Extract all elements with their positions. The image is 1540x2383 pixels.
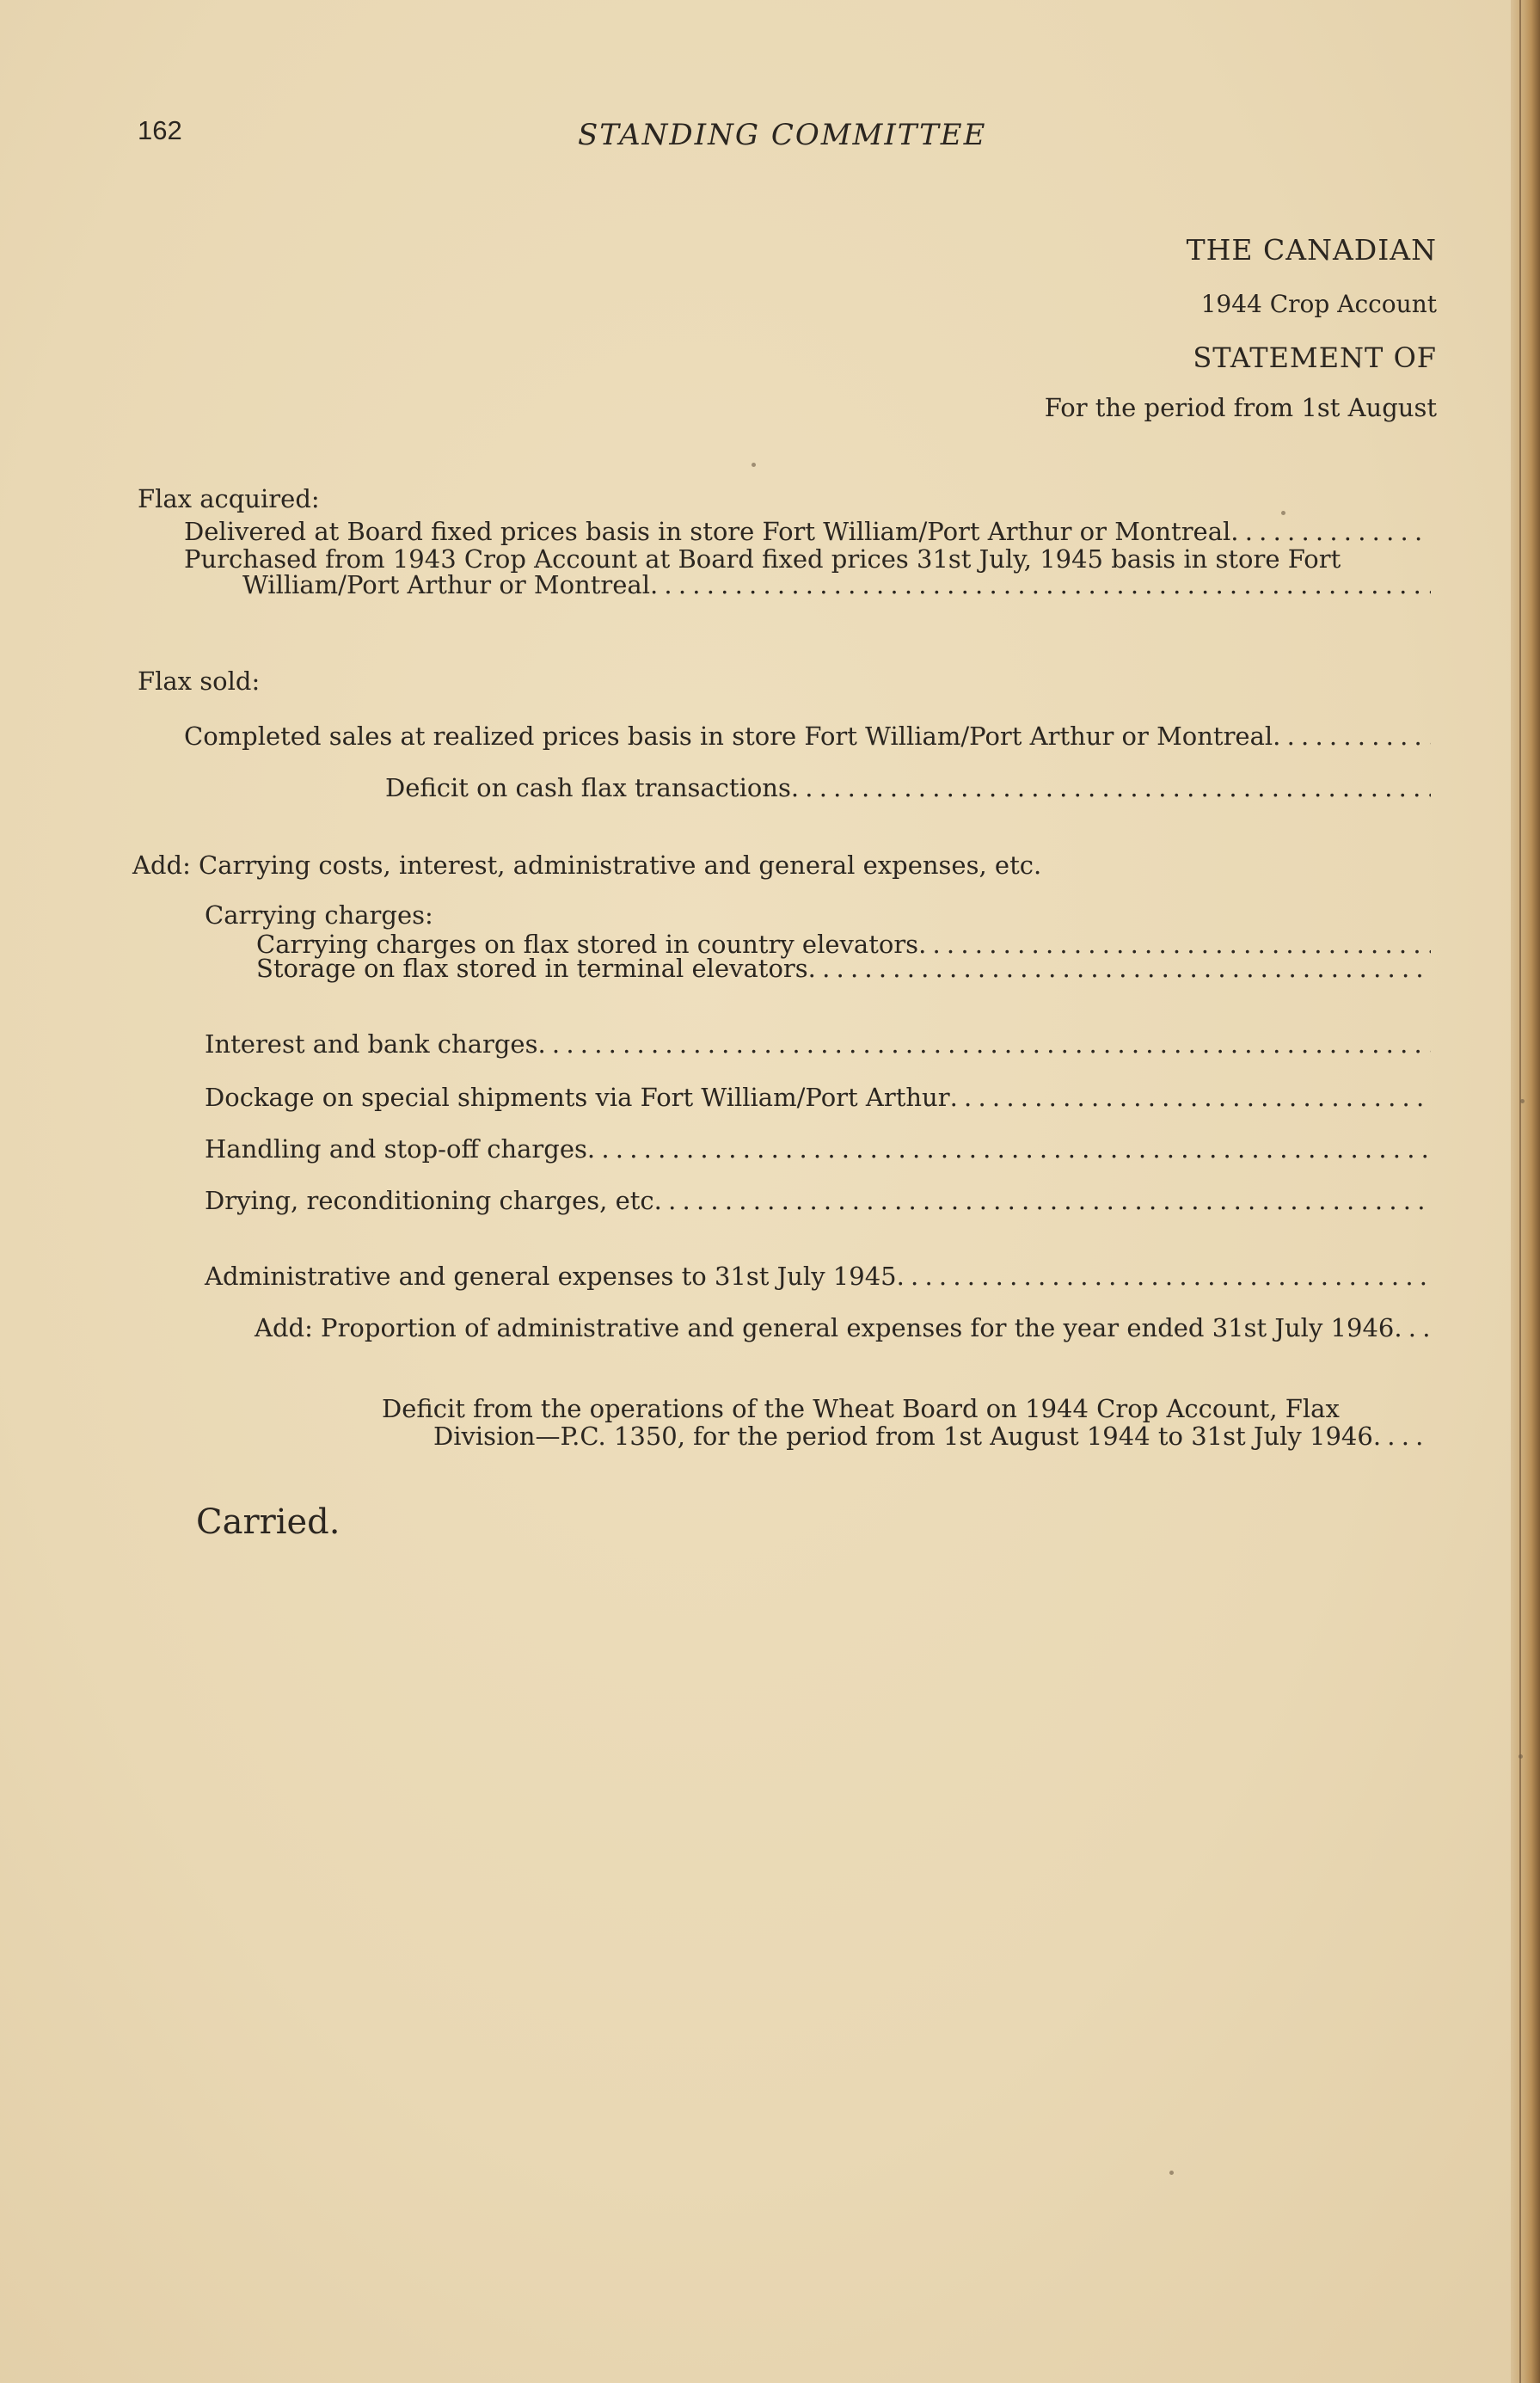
deficit-total-line-2-label: Division—P.C. 1350, for the period from 1st August 1944 to 31st July 1946: [433, 1422, 1373, 1451]
leader-dots: [1394, 1316, 1431, 1341]
carrying-charges-item-2-label: Storage on flax stored in terminal elevators: [256, 954, 808, 983]
admin-add-label: Add: Proportion of administrative and general expenses for the year ended 31st July 1946: [255, 1313, 1395, 1342]
page-number: 162: [138, 115, 182, 145]
carrying-charges-item-1-label: Carrying charges on flax stored in country elevators: [256, 930, 919, 959]
flax-sold-item-1-label: Completed sales at realized prices basis in store Fort William/Port Arthur or Montreal: [184, 722, 1273, 751]
admin-label: Administrative and general expenses to 31st July 1945: [205, 1262, 897, 1291]
flax-acquired-title: Flax acquired:: [138, 484, 320, 513]
flax-sold-deficit-label: Deficit on cash flax transactions: [385, 773, 791, 802]
dockage-line: [205, 1085, 1431, 1110]
flax-sold-deficit: [385, 773, 1431, 802]
drying-line: [205, 1188, 1431, 1213]
heading-line-2: 1944 Crop Account: [1200, 290, 1437, 318]
flax-acquired-item-2: [242, 570, 1431, 599]
handling-label: Handling and stop-off charges: [205, 1134, 587, 1164]
handling-line: [205, 1134, 1431, 1164]
admin-add-line: [255, 1313, 1431, 1342]
heading-line-4: For the period from 1st August: [1044, 393, 1437, 422]
carrying-charges-title: Carrying charges:: [205, 900, 433, 930]
leader-dots: [950, 1085, 1431, 1110]
leader-dots: [654, 1188, 1431, 1213]
heading-line-3: STATEMENT OF: [1193, 341, 1437, 374]
leader-dots: [1273, 724, 1431, 749]
leader-dots: [587, 1137, 1431, 1162]
running-title: STANDING COMMITTEE: [578, 118, 987, 152]
interest-line: [205, 1029, 1431, 1059]
leader-dots: [1373, 1424, 1431, 1449]
dockage-label: Dockage on special shipments via Fort William/Port Arthur: [205, 1083, 950, 1112]
deficit-total-line-2: [433, 1424, 1431, 1449]
leader-dots: [897, 1264, 1431, 1289]
carried-label: Carried.: [196, 1502, 341, 1542]
flax-acquired-item-2-label: William/Port Arthur or Montreal: [242, 570, 650, 599]
leader-dots: [808, 956, 1431, 981]
flax-acquired-item-2-line-1: Purchased from 1943 Crop Account at Board fixed prices 31st July, 1945 basis in store Fort: [184, 544, 1341, 574]
flax-sold-item-1: [184, 724, 1431, 749]
leader-dots: [537, 1032, 1431, 1057]
paper-speck: [1520, 1099, 1525, 1103]
admin-line: [205, 1264, 1431, 1289]
flax-acquired-item-1: [184, 519, 1431, 544]
paper-speck: [1281, 511, 1285, 515]
paper-speck: [752, 463, 756, 467]
interest-label: Interest and bank charges: [205, 1029, 538, 1059]
deficit-total-line-1: Deficit from the operations of the Wheat Board on 1944 Crop Account, Flax: [382, 1394, 1340, 1423]
flax-sold-title: Flax sold:: [138, 666, 261, 696]
carrying-charges-item-2: [256, 956, 1431, 981]
leader-dots: [650, 573, 1431, 598]
page-edge: [1511, 0, 1540, 2383]
flax-acquired-item-1-label: Delivered at Board fixed prices basis in store Fort William/Port Arthur or Montreal: [184, 517, 1231, 546]
drying-label: Drying, reconditioning charges, etc: [205, 1186, 654, 1215]
add-section-title: Add: Carrying costs, interest, administrative and general expenses, etc.: [132, 851, 1042, 880]
leader-dots: [918, 932, 1431, 957]
page-edge-line: [1519, 0, 1521, 2383]
heading-line-1: THE CANADIAN: [1186, 233, 1437, 267]
paper-speck: [1519, 1754, 1523, 1759]
paper-speck: [1169, 2171, 1174, 2175]
leader-dots: [1230, 519, 1431, 544]
leader-dots: [791, 776, 1431, 801]
